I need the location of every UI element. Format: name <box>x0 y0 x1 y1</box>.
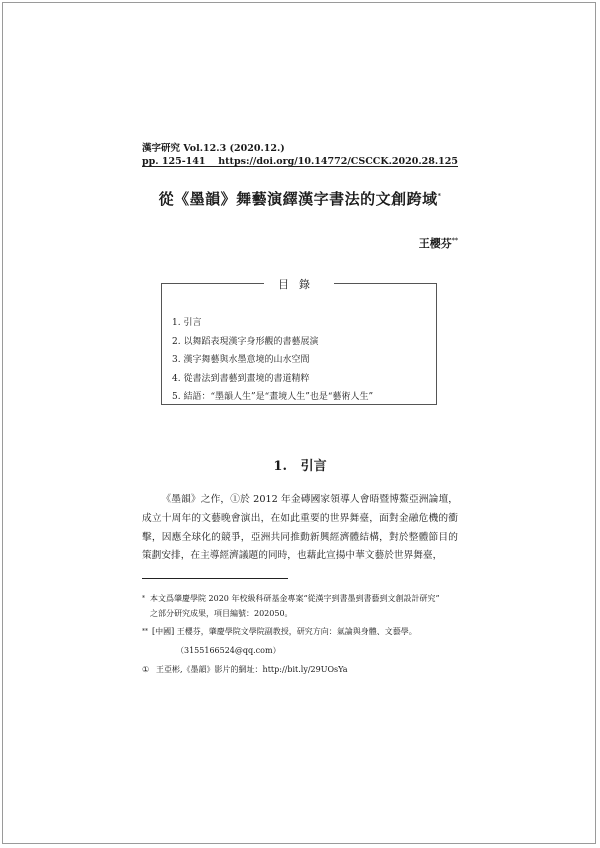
section-heading <box>142 455 458 474</box>
body-text <box>142 491 458 566</box>
section-title: 引言 <box>300 459 327 474</box>
header-rule <box>142 166 458 167</box>
page-border <box>2 2 596 844</box>
page-range: pp. 125-141 <box>142 156 206 167</box>
toc-item[interactable]: 3. 漢字舞藝與水墨意境的山水空間 <box>172 355 310 365</box>
footnote-3-text[interactable]: 王亞彬,《墨韻》影片的網址：http://bit.ly/29UOsYa <box>156 665 348 674</box>
title-footnote-mark: * <box>437 193 442 200</box>
toc-heading: 目錄 <box>264 276 334 292</box>
footnote-2 <box>142 624 458 658</box>
footnote-1 <box>142 591 458 621</box>
author-text: 王櫻芬 <box>418 237 452 250</box>
footnote-rule <box>142 578 288 579</box>
footnote-2-mark: ** <box>142 628 148 635</box>
paragraph: 《墨韻》之作，①於 2012 年金磚國家領導人會晤暨博鰲亞洲論壇，成立十周年的文藝晚會演出，在如此重要的世界舞臺，面對金融危機的衝擊，因應全球化的競爭，亞洲共同推動新興經濟體結構，對於整體節目的策劃安排，在主導經濟議題的同時，也藉此宣揚中華文藝於世界舞臺， <box>142 494 458 562</box>
footnote-3 <box>142 662 458 677</box>
footnotes <box>142 591 458 680</box>
footnote-1-mark: * <box>142 595 145 602</box>
title-text: 從《墨韻》舞藝演繹漢字書法的文創跨域 <box>158 190 438 208</box>
table-of-contents <box>161 278 437 405</box>
footnote-3-mark: ① <box>142 665 150 674</box>
toc-item[interactable]: 4. 從書法到書藝到畫境的書道精粹 <box>172 373 310 384</box>
paper-title <box>142 188 458 209</box>
footnote-2-line1: [中國] 王櫻芬，肇慶學院文學院副教授，研究方向：氣論與身體、文藝學。 <box>152 627 417 636</box>
footnote-2-email[interactable]: （3155166524@qq.com） <box>176 646 281 655</box>
toc-item[interactable]: 2. 以舞蹈表現漢字身形觀的書藝展演 <box>172 336 319 347</box>
footnote-1-line1: 本文爲肇慶學院 2020 年校級科研基金專案“從漢字到書墨到書藝到文創設計研究” <box>150 594 440 603</box>
toc-item[interactable]: 1. 引言 <box>172 318 202 328</box>
toc-item[interactable]: 5. 結語：“墨韻人生”是“畫境人生”也是“藝術人生” <box>172 392 374 402</box>
doi-link[interactable]: https://doi.org/10.14772/CSCCK.2020.28.125 <box>218 156 458 167</box>
author-footnote-mark: ** <box>451 237 458 245</box>
running-header <box>142 140 458 167</box>
toc-list <box>172 314 373 407</box>
journal-info: 漢字研究 Vol.12.3 (2020.12.) <box>142 143 285 154</box>
section-number: 1. <box>273 459 287 474</box>
author-name <box>419 235 458 251</box>
footnote-1-line2: 之部分研究成果，項目編號：202050。 <box>150 609 293 618</box>
